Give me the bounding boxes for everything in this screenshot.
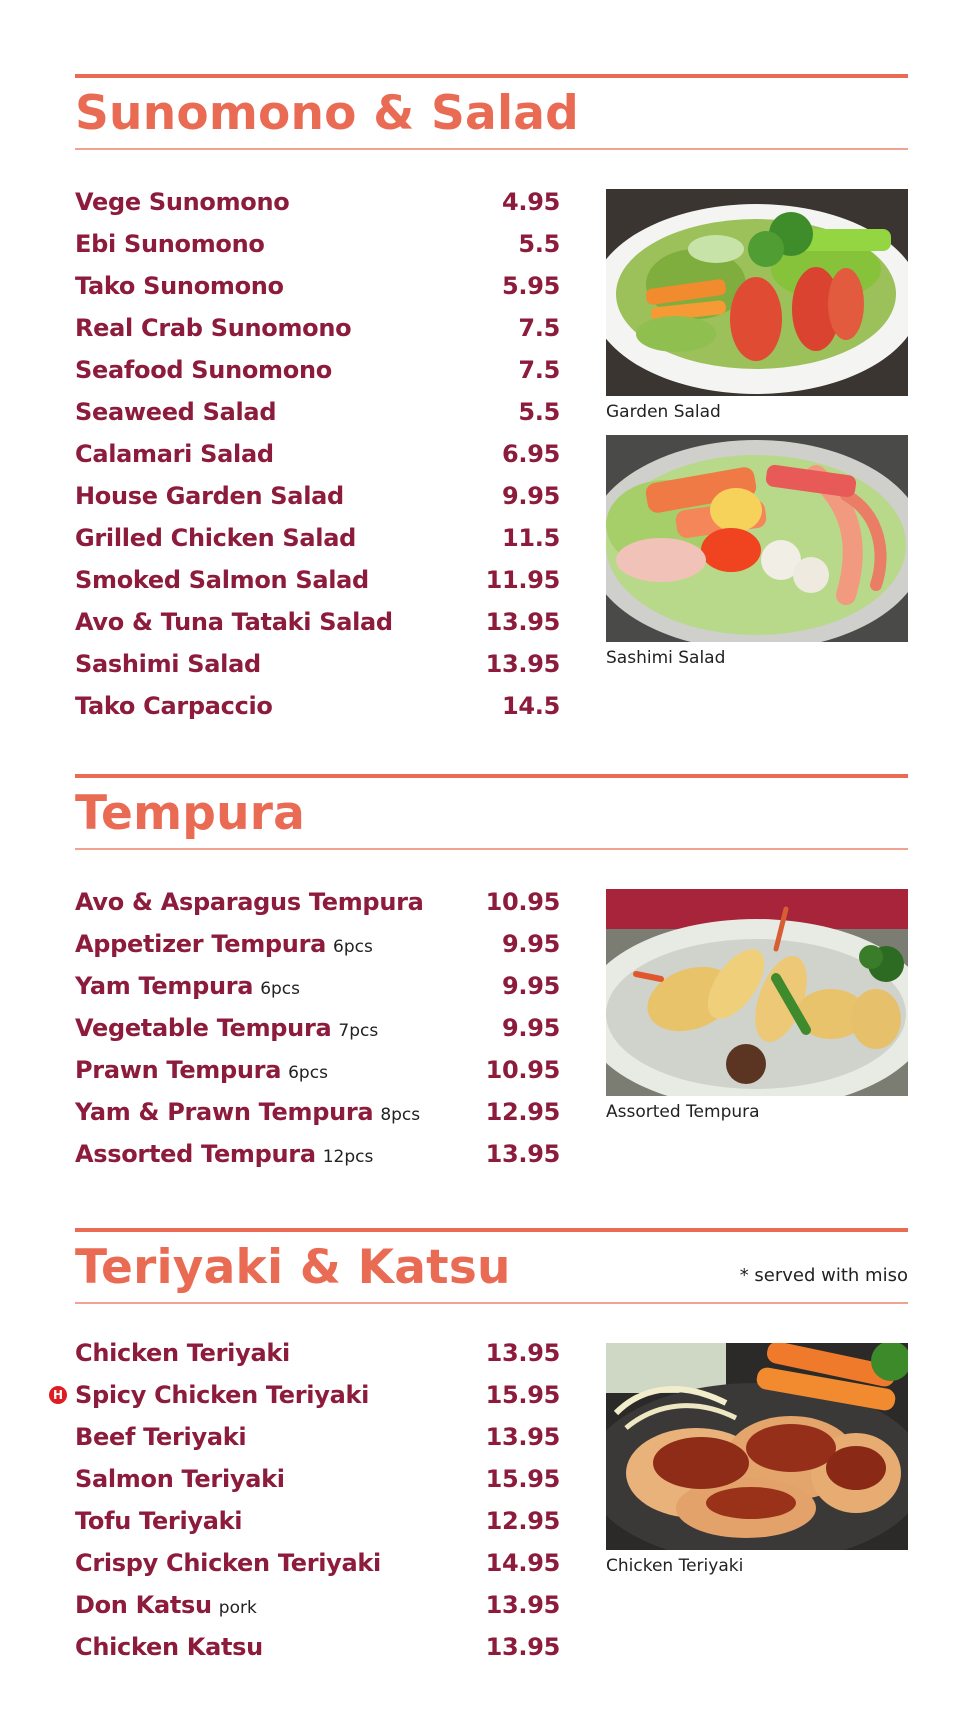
item-price: 11.95 [485,566,560,594]
item-name: Yam Tempura [75,972,254,1000]
item-name: Smoked Salmon Salad [75,566,369,594]
menu-item [75,1542,560,1584]
menu-item [75,181,560,223]
sashimi-salad-photo [606,435,908,642]
photo-card-assorted-tempura [606,889,908,1122]
item-name: Calamari Salad [75,440,274,468]
menu-item [75,517,560,559]
menu-item [75,1007,560,1049]
item-name: Crispy Chicken Teriyaki [75,1549,381,1577]
menu-item [75,223,560,265]
item-price: 7.5 [518,314,560,342]
menu-item [75,1049,560,1091]
menu-item-list [75,181,560,727]
menu-item [75,265,560,307]
section-tempura [75,774,908,1174]
menu-item-list [52,1332,560,1668]
item-price: 6.95 [501,440,560,468]
menu-item [75,349,560,391]
menu-item [75,1091,560,1133]
menu-item [75,1416,560,1458]
item-price: 11.5 [501,524,560,552]
item-price: 13.95 [485,650,560,678]
item-name: Don Katsu [75,1591,212,1619]
menu-item [75,643,560,685]
item-name: Chicken Katsu [75,1633,263,1661]
photo-caption: Garden Salad [606,402,721,422]
item-name: Assorted Tempura [75,1140,316,1168]
item-price: 9.95 [501,930,560,958]
menu-item [75,1584,560,1626]
spicy-hot-icon: H [49,1386,67,1404]
menu-item [75,601,560,643]
photo-card-sashimi-salad [606,435,908,668]
section-sunomono-salad [75,74,908,734]
photo-card-chicken-teriyaki [606,1343,908,1576]
item-price: 15.95 [485,1465,560,1493]
item-price: 13.95 [485,1339,560,1367]
item-name: Ebi Sunomono [75,230,265,258]
section-teriyaki-katsu [52,1228,908,1678]
photo-card-garden-salad [606,189,908,422]
section-top-rule [75,774,908,778]
item-price: 14.5 [501,692,560,720]
item-price: 4.95 [501,188,560,216]
photo-caption: Assorted Tempura [606,1102,760,1122]
menu-item [75,881,560,923]
section-top-rule [75,1228,908,1232]
menu-item-list [75,881,560,1175]
menu-item [75,685,560,727]
item-price: 9.95 [501,482,560,510]
item-name: Tako Carpaccio [75,692,273,720]
tempura-photo [606,889,908,1096]
menu-item [75,923,560,965]
menu-item [75,1332,560,1374]
menu-item [75,391,560,433]
item-price: 5.5 [518,398,560,426]
menu-item [52,1374,560,1416]
section-top-rule [75,74,908,78]
item-price: 9.95 [501,972,560,1000]
item-note: 12pcs [322,1147,374,1167]
item-name: Avo & Tuna Tataki Salad [75,608,393,636]
item-price: 5.5 [518,230,560,258]
menu-item [75,475,560,517]
item-price: 12.95 [485,1098,560,1126]
item-note: 7pcs [338,1021,379,1041]
section-bottom-rule [75,848,908,850]
item-name: Vegetable Tempura [75,1014,332,1042]
menu-item [75,307,560,349]
item-name: Beef Teriyaki [75,1423,247,1451]
section-bottom-rule [75,1302,908,1304]
item-price: 15.95 [485,1381,560,1409]
item-price: 13.95 [485,608,560,636]
item-note: 8pcs [380,1105,421,1125]
photo-caption: Sashimi Salad [606,648,726,668]
item-name: Prawn Tempura [75,1056,282,1084]
item-name: House Garden Salad [75,482,344,510]
item-price: 13.95 [485,1423,560,1451]
item-name: Chicken Teriyaki [75,1339,290,1367]
item-name: Sashimi Salad [75,650,261,678]
item-price: 5.95 [501,272,560,300]
item-note: pork [218,1598,257,1618]
menu-item [75,1133,560,1175]
photo-caption: Chicken Teriyaki [606,1556,744,1576]
item-note: 6pcs [260,979,301,999]
menu-item [75,433,560,475]
item-name: Salmon Teriyaki [75,1465,285,1493]
section-title: Sunomono & Salad [75,86,580,141]
item-name: Grilled Chicken Salad [75,524,356,552]
garden-salad-photo [606,189,908,396]
menu-item [75,1458,560,1500]
item-note: 6pcs [333,937,373,957]
item-price: 13.95 [485,1591,560,1619]
item-price: 13.95 [485,1633,560,1661]
item-name: Real Crab Sunomono [75,314,352,342]
item-name: Avo & Asparagus Tempura [75,888,424,916]
menu-item [75,1500,560,1542]
item-price: 12.95 [485,1507,560,1535]
item-name: Seaweed Salad [75,398,277,426]
section-title: Teriyaki & Katsu [75,1240,511,1295]
menu-item [75,965,560,1007]
item-name: Spicy Chicken Teriyaki [75,1381,370,1409]
item-price: 9.95 [501,1014,560,1042]
item-name: Tofu Teriyaki [75,1507,243,1535]
item-note: 6pcs [288,1063,328,1083]
section-bottom-rule [75,148,908,150]
menu-item [75,1626,560,1668]
section-note: * served with miso [739,1265,908,1286]
section-title: Tempura [75,786,306,841]
item-name: Vege Sunomono [75,188,290,216]
item-name: Appetizer Tempura [75,930,327,958]
item-price: 10.95 [485,888,560,916]
item-price: 10.95 [485,1056,560,1084]
chicken-teriyaki-photo [606,1343,908,1550]
item-price: 7.5 [518,356,560,384]
item-price: 14.95 [485,1549,560,1577]
item-name: Yam & Prawn Tempura [75,1098,374,1126]
item-price: 13.95 [485,1140,560,1168]
menu-item [75,559,560,601]
item-name: Tako Sunomono [75,272,284,300]
item-name: Seafood Sunomono [75,356,332,384]
